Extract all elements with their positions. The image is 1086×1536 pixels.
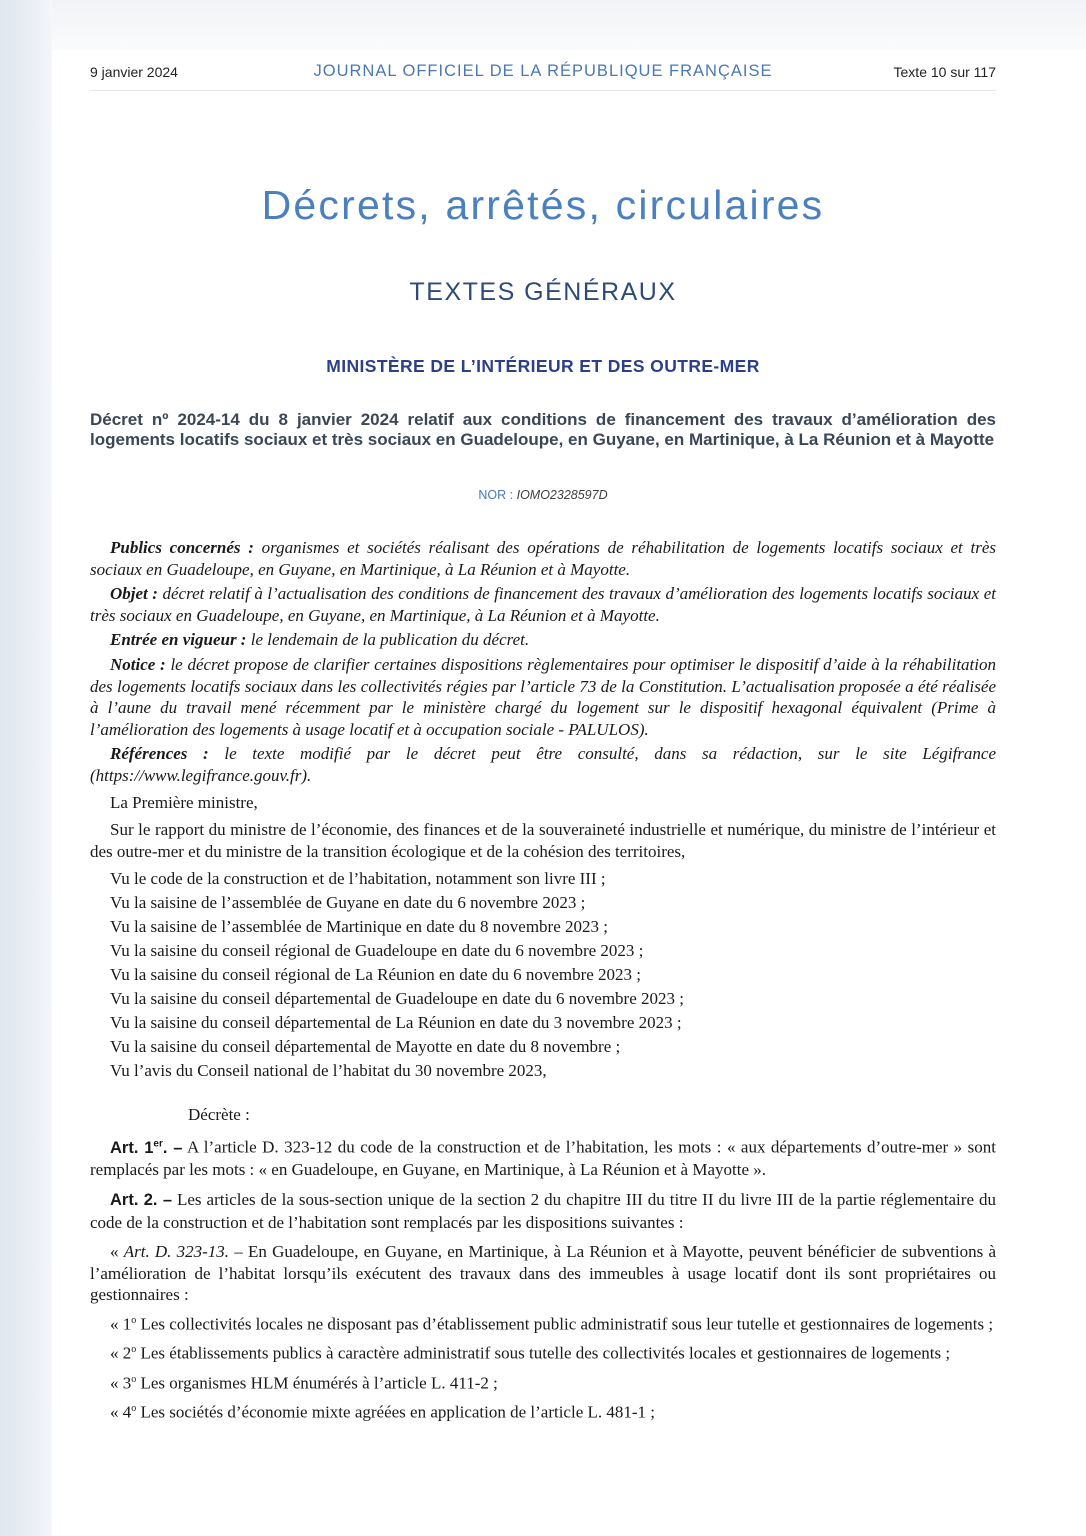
decree-title: Décret nº 2024-14 du 8 janvier 2024 relatif aux conditions de financement des travaux d’amélioration des logements locatifs sociaux et très sociaux en Guadeloupe, en Guyane, en Martinique, à La Réunion et à Mayotte [90,410,996,449]
list-item: « 3$^o$ Les organismes HLM énumérés à l’article L. 411-2 ; [110,1373,498,1393]
page-margin-top [52,0,1086,50]
header-journal-title: JOURNAL OFFICIEL DE LA RÉPUBLIQUE FRANÇAISE [313,62,773,80]
premiere-ministre: La Première ministre, [110,792,258,812]
main-title: Décrets, arrêtés, circulaires [261,182,825,228]
article-1-label: Art. 1er. – [110,1138,183,1157]
summary-publics-label: Publics concernés : [110,538,254,557]
nor-reference [0,488,1086,502]
visa-line: Vu la saisine de l’assemblée de Guyane en date du 6 novembre 2023 ; [110,893,586,913]
visa-line: Vu le code de la construction et de l’habitation, notamment son livre III ; [110,869,606,889]
article-2 [90,1189,996,1233]
visa-line: Vu la saisine du conseil départemental de La Réunion en date du 3 novembre 2023 ; [110,1013,682,1033]
page-header [90,62,996,91]
summary-entree [90,629,996,651]
summary-objet [90,583,996,626]
document-body [90,537,996,1423]
summary-notice-label: Notice : [110,654,166,674]
visa-line: Vu la saisine de l’assemblée de Martinique en date du 8 novembre 2023 ; [110,917,608,937]
article-d323-13: « Art. D. 323-13. – En Guadeloupe, en Guyane, en Martinique, à La Réunion et à Mayotte, peuvent bénéficier de subventions à l’amélioration de l’habitat lorsqu’ils exécutent des travaux dans des immeubles à usage locatif dont ils sont propriétaires ou gestionnaires : [90,1242,996,1305]
summary-references [90,743,996,786]
rapport-paragraph: Sur le rapport du ministre de l’économie, des finances et de la souveraineté industrielle et numérique, du ministre de l’intérieur et des outre-mer et du ministre de la transition écologique et de la cohésion des territoires, [90,820,996,861]
summary-publics-text: organismes et sociétés réalisant des opérations de réhabilitation de logements locatifs sociaux et très sociaux en Guadeloupe, en Guyane, en Martinique, à La Réunion et à Mayotte. [90,538,996,579]
section-title: TEXTES GÉNÉRAUX [409,278,677,306]
nor-value: IOMO2328597D [516,488,608,502]
visa-line: Vu la saisine du conseil régional de Guadeloupe en date du 6 novembre 2023 ; [110,941,644,961]
visa-line: Vu l’avis du Conseil national de l’habitat du 30 novembre 2023, [110,1061,547,1081]
article-1-text: A l’article D. 323-12 du code de la construction et de l’habitation, les mots : « aux départements d’outre-mer » sont remplacés par les mots : « en Guadeloupe, en Guyane, en Martinique, à La Réunion et à Mayotte ». [90,1137,996,1180]
visa-line: Vu la saisine du conseil régional de La Réunion en date du 6 novembre 2023 ; [110,965,642,985]
article-1 [90,1133,996,1181]
summary-notice-text: le décret propose de clarifier certaines dispositions règlementaires pour optimiser le dispositif d’aide à la réhabilitation des logements locatifs sociaux dans les collectivités régies par l’article 73 de la Constitution. L’actualisation proposée a été réalisée à l’aune du travail mené récemment par le ministère chargé du logement sur le dispositif hexagonal équivalent (Prime à l’amélioration des logements à usage locatif et à occupation sociale - PALULOS). [90,654,996,739]
visa-list [90,868,996,1081]
header-date: 9 janvier 2024 [90,64,178,80]
decrete-heading: Décrète : [188,1104,250,1124]
summary-references-label: Références : [110,744,209,764]
article-d323-13-label: Art. D. 323-13. [123,1242,230,1262]
summary-entree-label: Entrée en vigueur : [110,630,247,650]
ministry-title: MINISTÈRE DE L’INTÉRIEUR ET DES OUTRE-MER [326,356,760,376]
header-text-number: Texte 10 sur 117 [893,64,996,80]
summary-publics [90,537,996,580]
decree-summary [90,537,996,787]
summary-objet-label: Objet : [110,584,158,604]
visa-line: Vu la saisine du conseil départemental de Guadeloupe en date du 6 novembre 2023 ; [110,989,684,1009]
nor-label: NOR : [478,488,514,502]
list-item: « 1$^o$ Les collectivités locales ne disposant pas d’établissement public administratif sous leur tutelle et gestionnaires de logements ; [110,1314,994,1334]
summary-references-text: le texte modifié par le décret peut être consulté, dans sa rédaction, sur le site Légifrance (https://www.legifrance.gouv.fr). [90,744,997,785]
visa-line: Vu la saisine du conseil départemental de Mayotte en date du 8 novembre ; [110,1037,621,1057]
page-margin-left [0,0,52,1536]
summary-objet-text: décret relatif à l’actualisation des conditions de financement des travaux d’amélioration des logements locatifs sociaux et très sociaux en Guadeloupe, en Guyane, en Martinique, à La Réunion et à Mayotte. [90,584,996,625]
list-item: « 2$^o$ Les établissements publics à caractère administratif sous tutelle des collectivités locales et gestionnaires de logements ; [110,1343,951,1363]
summary-notice [90,654,996,740]
article-2-text: Les articles de la sous-section unique de la section 2 du chapitre III du titre II du livre III de la partie réglementaire du code de la construction et de l’habitation sont remplacés par les dispositions suivantes : [90,1190,996,1232]
article-d323-13-text: – En Guadeloupe, en Guyane, en Martinique, à La Réunion et à Mayotte, peuvent bénéficier de subventions à l’amélioration de l’habitat lorsqu’ils exécutent des travaux dans des immeubles à usage locatif dont ils sont propriétaires ou gestionnaires : [90,1242,996,1305]
summary-entree-text: le lendemain de la publication du décret. [246,630,530,650]
article-2-label: Art. 2. – [110,1191,172,1210]
list-item: « 4$^o$ Les sociétés d’économie mixte agréées en application de l’article L. 481-1 ; [110,1402,656,1422]
